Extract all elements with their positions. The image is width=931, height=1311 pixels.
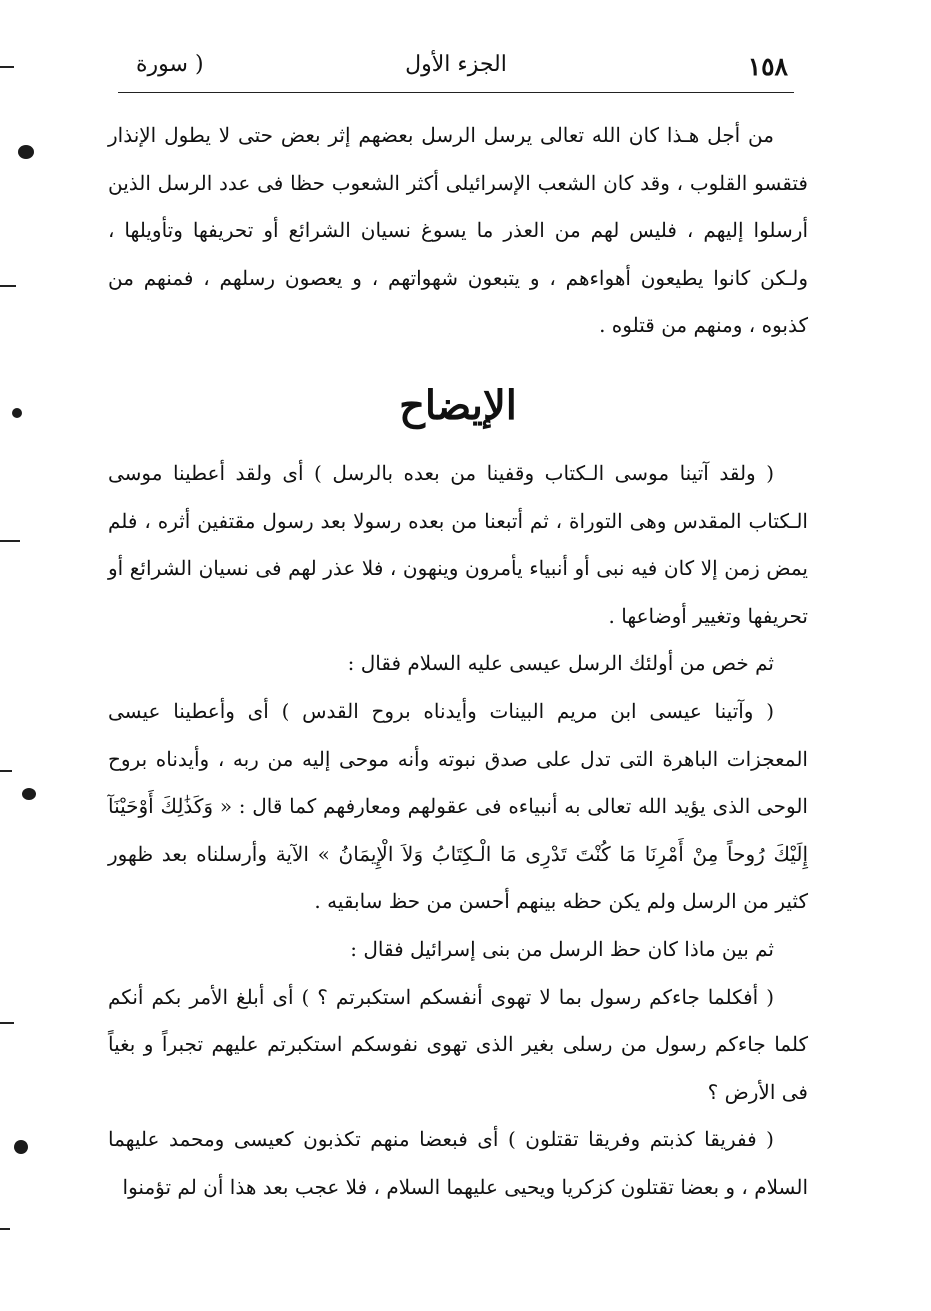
margin-mark [0,770,12,772]
margin-mark [0,1228,10,1230]
page-number: ١٥٨ [747,52,788,81]
paragraph-isa: ( وآتينا عيسى ابن مريم البينات وأيدناه بروح القدس ) أى وأعطينا عيسى المعجزات الباهرة التى تدل على صدق نبوته وأنه موحى إليه من ربه ، وأيدناه بروح الوحى الذى يؤيد الله تعالى به أنبياءه فى عقولهم ومعارفهم كما قال : « وَكَذَٰلِكَ أَوْحَيْنَآ إِلَيْكَ رُوحاً مِنْ أَمْرِنَا مَا كُنْتَ تَدْرِى مَا الْـكِتَابُ وَلاَ الْإِيمَانُ » الآية وأرسلناه بعد ظهور كثير من الرسل ولم يكن حظه بينهم أحسن من حظ سابقيه . [108,698,808,914]
ink-blot [14,1140,28,1154]
page-header [118,40,794,90]
section-heading: الإيضاح [399,381,517,429]
header-rule [118,92,794,93]
ink-blot [18,145,34,159]
paragraph-isa-intro: ثم خص من أولئك الرسل عيسى عليه السلام فقال : [347,651,774,676]
margin-mark [0,1022,14,1024]
margin-mark [0,285,16,287]
ink-blot [12,408,22,418]
intro-paragraph: من أجل هـذا كان الله تعالى يرسل الرسل بعضهم إثر بعض حتى لا يطول الإنذار فتقسو القلوب ، وقد كان الشعب الإسرائيلى أكثر الشعوب حظا فى عدد الرسل الذين أرسلوا إليهم ، فليس لهم من العذر ما يسوغ نسيان الشرائع أو تحريفها وتأويلها ، ولـكن كانوا يطيعون أهواءهم ، و يتبعون شهواتهم ، و يعصون رسلهم ، فمنهم من كذبوه ، ومنهم من قتلوه . [108,123,808,338]
margin-mark [0,540,20,542]
part-title: الجزء الأول [405,52,507,77]
page-body [108,112,808,1211]
ink-blot [22,788,36,800]
paragraph-istakbartum: ( أفكلما جاءكم رسول بما لا تهوى أنفسكم استكبرتم ؟ ) أى أبلغ الأمر بكم أنكم كلما جاءكم رسول من رسلى بغير الذى تهوى نفوسكم استكبرتم عليهم تجبراً و بغياً فى الأرض ؟ [108,984,808,1104]
margin-mark [0,66,14,68]
paragraph-fariqan: ( ففريقا كذبتم وفريقا تقتلون ) أى فبعضا منهم تكذبون كعيسى ومحمد عليهما السلام ، و بعضا تقتلون كزكريا ويحيى عليهما السلام ، فلا عجب بعد هذا أن لم تؤمنوا [108,1127,808,1199]
paragraph-rusul-intro: ثم بين ماذا كان حظ الرسل من بنى إسرائيل فقال : [350,936,774,961]
sura-label: ( سورة [136,52,204,77]
paragraph-musa: ( ولقد آتينا موسى الـكتاب وقفينا من بعده بالرسل ) أى ولقد أعطينا موسى الـكتاب المقدس وهى التوراة ، ثم أتبعنا من بعده رسولا بعد رسول مقتفين أثره ، فلم يمض زمن إلا كان فيه نبى أو أنبياء يأمرون وينهون ، فلا عذر لهم فى نسيان الشرائع أو تحريفها وتغيير أوضاعها . [108,460,808,628]
